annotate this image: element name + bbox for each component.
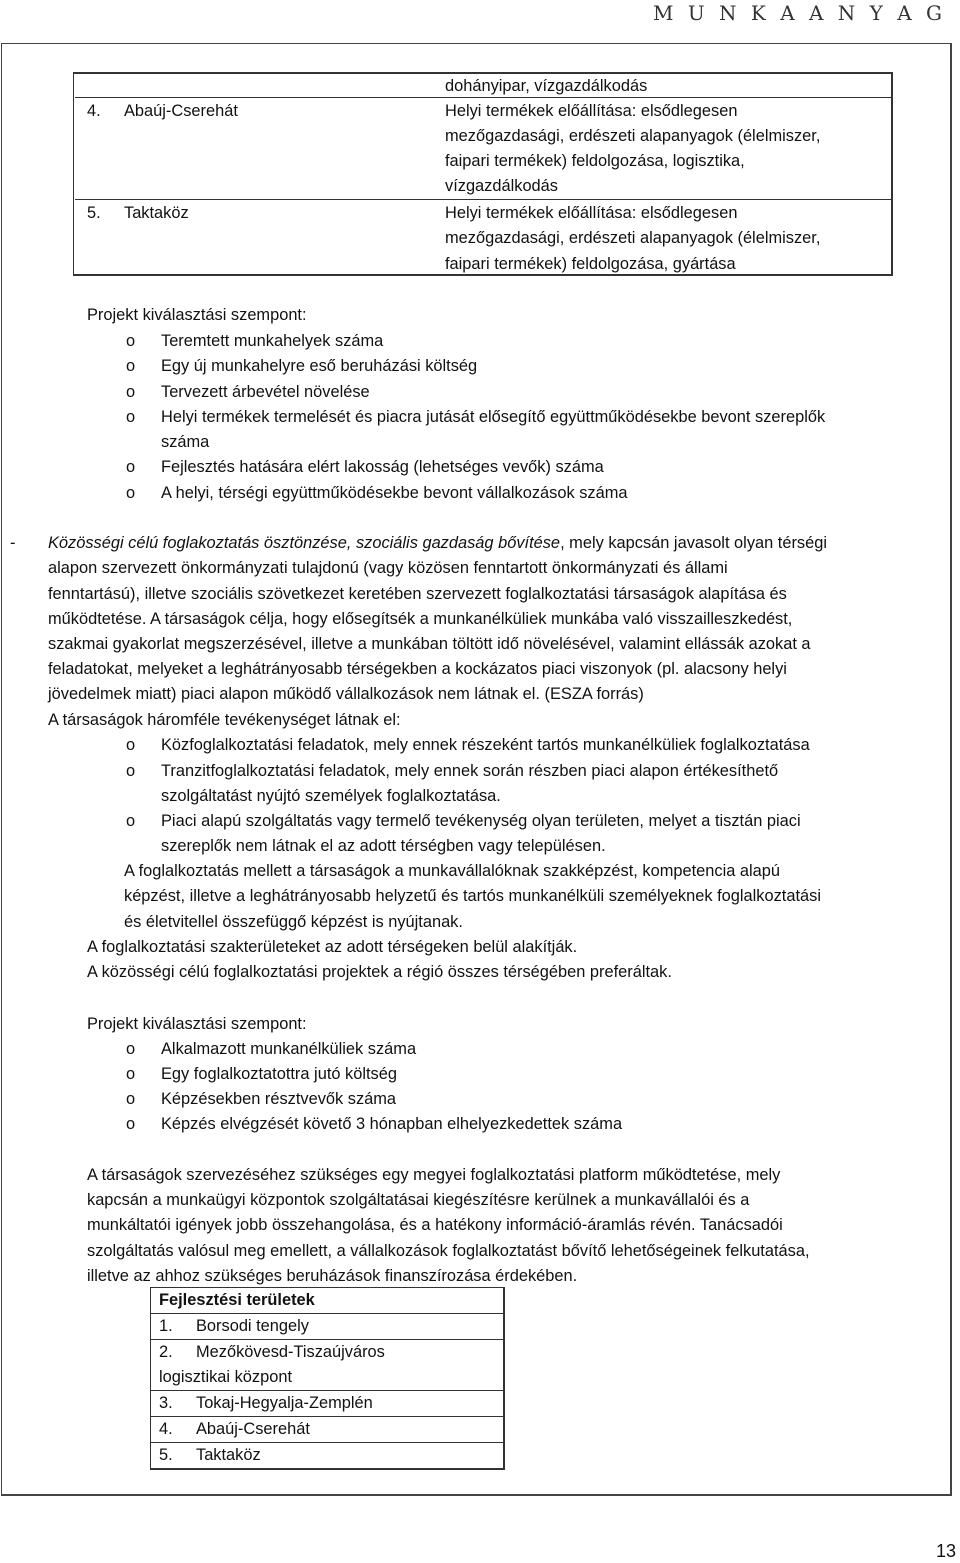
activity-item: Piaci alapú szolgáltatás vagy termelő tevékenység olyan területen, melyet a tisztán piaci — [161, 812, 801, 830]
area-num: 1. — [159, 1317, 173, 1335]
criteria-item: Alkalmazott munkanélküliek száma — [161, 1040, 417, 1058]
bullet-marker: o — [126, 1115, 136, 1133]
paragraph-line: A foglalkoztatás mellett a társaságok a munkavállalóknak szakképzést, kompetencia alapú — [124, 862, 780, 880]
paragraph-line: szakmai gyakorlat megszerzésével, illetve a munkában töltött idő növelésével, valamint ellássák azokat a — [48, 635, 811, 653]
area-num: 3. — [159, 1394, 173, 1412]
section-italic-lead: Közösségi célú foglakoztatás ösztönzése, szociális gazdaság bővítése — [48, 534, 561, 552]
table-cell-desc: faipari termékek) feldolgozása, logisztika, — [445, 152, 745, 170]
paragraph-line: és életvitellel összefüggő képzést is nyújtanak. — [124, 913, 463, 931]
paragraph-line: működtetése. A társaságok célja, hogy elősegítsék a munkanélküliek munkába való visszailleszkedést, — [48, 610, 793, 628]
table-cell-desc: Helyi termékek előállítása: elsődlegesen — [445, 102, 738, 120]
criteria-item: Helyi termékek termelését és piacra jutását elősegítő együttműködésekbe bevont szereplők — [161, 408, 826, 426]
table-cell-desc: dohányipar, vízgazdálkodás — [445, 77, 648, 95]
areas-table-header: Fejlesztési területek — [159, 1291, 315, 1309]
bullet-marker: o — [126, 332, 136, 350]
bullet-marker: o — [126, 357, 136, 375]
paragraph-line: fenntartású), illetve szociális szövetkezet keretében szervezett foglalkoztatási társaságok alapítása és — [48, 585, 787, 603]
paragraph-line: A társaságok szervezéséhez szükséges egy megyei foglalkoztatási platform működtetése, mely — [87, 1166, 781, 1184]
table-cell-desc: mezőgazdasági, erdészeti alapanyagok (élelmiszer, — [445, 229, 821, 247]
table-cell-num: 4. — [87, 102, 101, 120]
activity-item-cont: szolgáltatást nyújtó személyek foglalkoztatása. — [161, 787, 501, 805]
table-cell-desc: Helyi termékek előállítása: elsődlegesen — [445, 204, 738, 222]
bullet-marker: o — [126, 383, 136, 401]
criteria-title: Projekt kiválasztási szempont: — [87, 1015, 307, 1033]
area-name: Taktaköz — [196, 1446, 261, 1464]
table-cell-desc: vízgazdálkodás — [445, 177, 558, 195]
table-cell-desc: mezőgazdasági, erdészeti alapanyagok (élelmiszer, — [445, 127, 821, 145]
criteria-title: Projekt kiválasztási szempont: — [87, 306, 307, 324]
criteria-item: Tervezett árbevétel növelése — [161, 383, 370, 401]
bullet-marker: o — [126, 1090, 136, 1108]
bullet-marker: o — [126, 736, 136, 754]
document-brand-header: M U N K A A N Y A G — [652, 1, 946, 25]
section-lead — [48, 531, 827, 556]
paragraph-line: munkáltatói igények jobb összehangolása, és a hatékony információ-áramlás révén. Tanácsadói — [87, 1216, 783, 1234]
bullet-marker: o — [126, 1040, 136, 1058]
activity-item-cont: szereplők nem látnak el az adott térségben vagy településen. — [161, 837, 606, 855]
page-number: 13 — [935, 1541, 956, 1561]
criteria-item: Fejlesztés hatására elért lakosság (lehetséges vevők) száma — [161, 458, 604, 476]
paragraph-line: A társaságok háromféle tevékenységet látnak el: — [48, 711, 401, 729]
area-num: 2. — [159, 1343, 173, 1361]
paragraph-line: képzést, illetve a leghátrányosabb helyzetű és tartós munkanélküli személyeknek foglalkoztatási — [124, 887, 821, 905]
activity-item: Közfoglalkoztatási feladatok, mely ennek részeként tartós munkanélküliek foglalkoztatása — [161, 736, 810, 754]
paragraph-line: kapcsán a munkaügyi központok szolgáltatásai kiegészítésre kerülnek a munkavállalói és a — [87, 1191, 750, 1209]
bullet-marker: o — [126, 812, 136, 830]
paragraph-line: jövedelmek miatt) piaci alapon működő vállalkozások nem látnak el. (ESZA forrás) — [48, 685, 644, 703]
area-name: Borsodi tengely — [196, 1317, 309, 1335]
criteria-item: Egy új munkahelyre eső beruházási költség — [161, 357, 478, 375]
table-cell-name: Abaúj-Cserehát — [124, 102, 238, 120]
area-name: Mezőkövesd-Tiszaújváros — [196, 1343, 385, 1361]
area-name-cont: logisztikai központ — [159, 1368, 293, 1386]
area-num: 5. — [159, 1446, 173, 1464]
bullet-marker: o — [126, 484, 136, 502]
criteria-item: Egy foglalkoztatottra jutó költség — [161, 1065, 397, 1083]
criteria-item: A helyi, térségi együttműködésekbe bevont vállalkozások száma — [161, 484, 628, 502]
criteria-item-cont: száma — [161, 433, 210, 451]
table-cell-name: Taktaköz — [124, 204, 189, 222]
bullet-marker: o — [126, 1065, 136, 1083]
criteria-item: Képzés elvégzését követő 3 hónapban elhelyezkedettek száma — [161, 1115, 623, 1133]
paragraph-line: illetve az ahhoz szükséges beruházások finanszírozása érdekében. — [87, 1267, 578, 1285]
activity-item: Tranzitfoglalkoztatási feladatok, mely ennek során részben piaci alapon értékesíthető — [161, 762, 779, 780]
area-num: 4. — [159, 1420, 173, 1438]
paragraph-line: A közösségi célú foglalkoztatási projektek a régió összes térségében preferáltak. — [87, 963, 672, 981]
bullet-marker: o — [126, 408, 136, 426]
paragraph-line: A foglalkoztatási szakterületeket az adott térségeken belül alakítják. — [87, 938, 578, 956]
area-name: Abaúj-Cserehát — [196, 1420, 310, 1438]
criteria-item: Képzésekben résztvevők száma — [161, 1090, 397, 1108]
paragraph-line: feladatokat, melyeket a leghátrányosabb térségekben a kockázatos piaci viszonyok (pl. alacsony helyi — [48, 660, 787, 678]
section-lead-rest: , mely kapcsán javasolt olyan térségi — [560, 534, 827, 552]
bullet-marker: o — [126, 762, 136, 780]
table-divider — [75, 199, 892, 200]
bullet-marker: o — [126, 458, 136, 476]
section-dash: - — [10, 534, 16, 552]
paragraph-line: szolgáltatás valósul meg emellett, a vállalkozások foglalkoztatást bővítő lehetőségeinek felkutatása, — [87, 1242, 810, 1260]
criteria-item: Teremtett munkahelyek száma — [161, 332, 384, 350]
table-cell-desc: faipari termékek) feldolgozása, gyártása — [445, 255, 736, 273]
paragraph-line: alapon szervezett önkormányzati tulajdonú (vagy közösen fenntartott önkormányzati és állami — [48, 559, 728, 577]
area-name: Tokaj-Hegyalja-Zemplén — [196, 1394, 373, 1412]
table-cell-num: 5. — [87, 204, 101, 222]
